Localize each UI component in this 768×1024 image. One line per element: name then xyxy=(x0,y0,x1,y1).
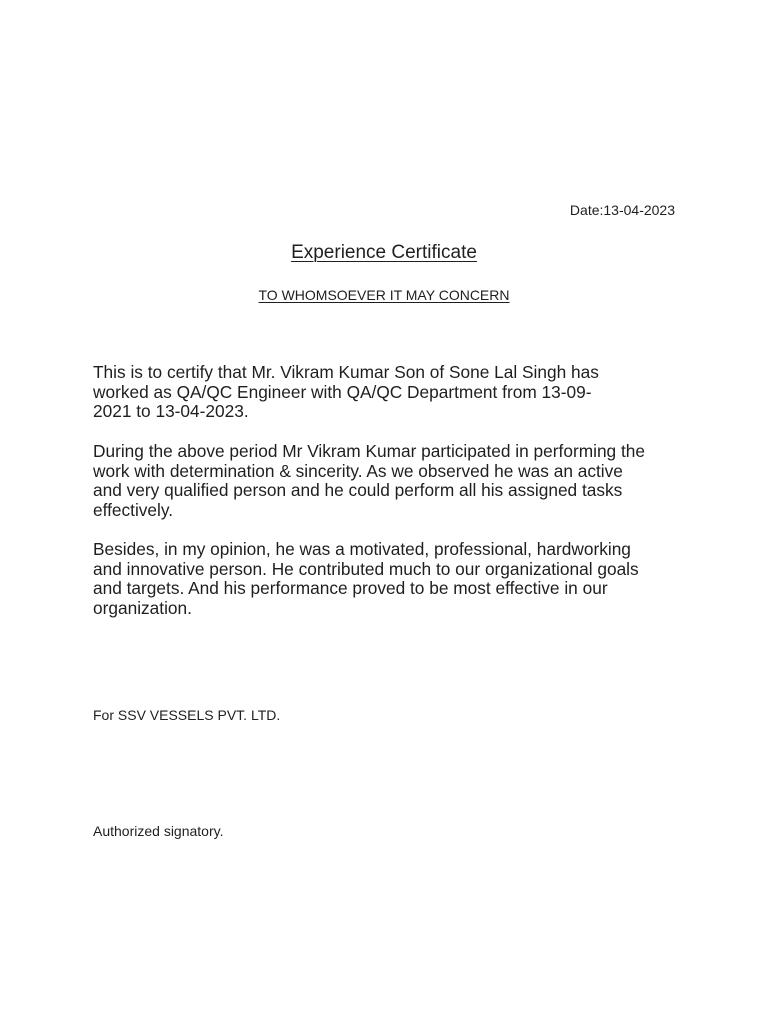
document-title: Experience Certificate xyxy=(291,242,477,263)
authorized-signatory: Authorized signatory. xyxy=(93,823,224,839)
paragraph-line: and innovative person. He contributed much to our organizational goals xyxy=(93,558,639,579)
paragraph-conduct xyxy=(93,442,678,520)
paragraph-line: effectively. xyxy=(93,499,174,520)
paragraph-line: and targets. And his performance proved to be most effective in our xyxy=(93,578,608,599)
company-line: For SSV VESSELS PVT. LTD. xyxy=(93,707,281,723)
paragraph-line: work with determination & sincerity. As we observed he was an active xyxy=(93,460,623,481)
document-subtitle: TO WHOMSOEVER IT MAY CONCERN xyxy=(258,287,510,303)
paragraph-opinion xyxy=(93,540,678,618)
paragraph-line: This is to certify that Mr. Vikram Kumar Son of Sone Lal Singh has xyxy=(93,362,599,382)
paragraph-line: worked as QA/QC Engineer with QA/QC Department from 13-09- xyxy=(93,381,592,402)
paragraph-certification xyxy=(93,363,678,422)
date-line: Date:13-04-2023 xyxy=(569,202,675,218)
paragraph-line: Besides, in my opinion, he was a motivated, professional, hardworking xyxy=(93,539,631,559)
paragraph-line: and very qualified person and he could perform all his assigned tasks xyxy=(93,480,623,501)
paragraph-line: During the above period Mr Vikram Kumar participated in performing the xyxy=(93,441,645,461)
paragraph-line: organization. xyxy=(93,597,192,618)
paragraph-line: 2021 to 13-04-2023. xyxy=(93,401,249,422)
